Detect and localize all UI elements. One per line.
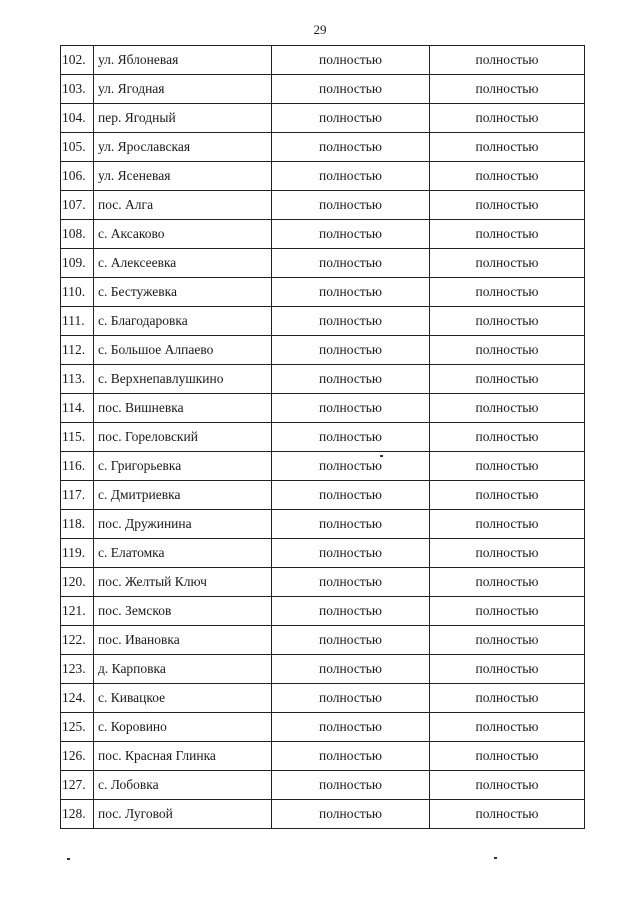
row-number: 125.	[61, 713, 94, 742]
coverage-status-a: полностью	[272, 568, 430, 597]
coverage-status-b: полностью	[430, 220, 585, 249]
coverage-status-b: полностью	[430, 742, 585, 771]
settlement-name: пос. Луговой	[94, 800, 272, 829]
coverage-status-a: полностью	[272, 510, 430, 539]
table-row	[61, 75, 585, 104]
table-row	[61, 539, 585, 568]
row-number: 122.	[61, 626, 94, 655]
row-number: 115.	[61, 423, 94, 452]
settlement-name: пос. Дружинина	[94, 510, 272, 539]
table-row	[61, 278, 585, 307]
coverage-status-b: полностью	[430, 394, 585, 423]
settlement-name: пос. Алга	[94, 191, 272, 220]
coverage-status-a: полностью	[272, 742, 430, 771]
table-row	[61, 249, 585, 278]
coverage-status-b: полностью	[430, 684, 585, 713]
coverage-status-b: полностью	[430, 568, 585, 597]
coverage-status-a: полностью	[272, 249, 430, 278]
row-number: 120.	[61, 568, 94, 597]
scan-speck	[67, 858, 70, 860]
table-row	[61, 713, 585, 742]
coverage-status-a: полностью	[272, 220, 430, 249]
coverage-status-b: полностью	[430, 46, 585, 75]
coverage-status-a: полностью	[272, 133, 430, 162]
coverage-status-a: полностью	[272, 365, 430, 394]
settlement-name: ул. Ярославская	[94, 133, 272, 162]
row-number: 118.	[61, 510, 94, 539]
row-number: 127.	[61, 771, 94, 800]
scan-speck	[380, 455, 383, 457]
table-row	[61, 481, 585, 510]
settlement-name: пос. Земсков	[94, 597, 272, 626]
coverage-status-a: полностью	[272, 713, 430, 742]
coverage-status-a: полностью	[272, 191, 430, 220]
coverage-status-a: полностью	[272, 278, 430, 307]
coverage-status-a: полностью	[272, 394, 430, 423]
row-number: 116.	[61, 452, 94, 481]
row-number: 103.	[61, 75, 94, 104]
settlement-name: пос. Вишневка	[94, 394, 272, 423]
table-row	[61, 191, 585, 220]
settlement-name: с. Благодаровка	[94, 307, 272, 336]
settlement-name: д. Карповка	[94, 655, 272, 684]
row-number: 108.	[61, 220, 94, 249]
settlement-name: с. Коровино	[94, 713, 272, 742]
coverage-status-a: полностью	[272, 481, 430, 510]
coverage-status-b: полностью	[430, 452, 585, 481]
table-row	[61, 336, 585, 365]
row-number: 111.	[61, 307, 94, 336]
coverage-status-a: полностью	[272, 46, 430, 75]
row-number: 102.	[61, 46, 94, 75]
coverage-status-a: полностью	[272, 307, 430, 336]
coverage-status-b: полностью	[430, 597, 585, 626]
coverage-status-b: полностью	[430, 191, 585, 220]
coverage-status-b: полностью	[430, 713, 585, 742]
table-row	[61, 46, 585, 75]
row-number: 104.	[61, 104, 94, 133]
settlement-name: с. Бестужевка	[94, 278, 272, 307]
coverage-status-b: полностью	[430, 133, 585, 162]
coverage-status-b: полностью	[430, 481, 585, 510]
table-row	[61, 307, 585, 336]
coverage-status-a: полностью	[272, 539, 430, 568]
row-number: 121.	[61, 597, 94, 626]
coverage-status-a: полностью	[272, 684, 430, 713]
coverage-status-b: полностью	[430, 278, 585, 307]
table-row	[61, 104, 585, 133]
coverage-status-a: полностью	[272, 104, 430, 133]
table-row	[61, 597, 585, 626]
settlement-name: с. Григорьевка	[94, 452, 272, 481]
row-number: 119.	[61, 539, 94, 568]
settlement-name: пер. Ягодный	[94, 104, 272, 133]
coverage-status-b: полностью	[430, 800, 585, 829]
row-number: 109.	[61, 249, 94, 278]
table-row	[61, 162, 585, 191]
coverage-status-b: полностью	[430, 104, 585, 133]
coverage-status-a: полностью	[272, 452, 430, 481]
table-body	[61, 46, 585, 829]
row-number: 107.	[61, 191, 94, 220]
settlement-name: с. Верхнепавлушкино	[94, 365, 272, 394]
table-row	[61, 423, 585, 452]
table-row	[61, 771, 585, 800]
coverage-status-a: полностью	[272, 597, 430, 626]
table-row	[61, 800, 585, 829]
table-row	[61, 365, 585, 394]
coverage-status-a: полностью	[272, 162, 430, 191]
coverage-status-b: полностью	[430, 307, 585, 336]
coverage-status-b: полностью	[430, 423, 585, 452]
table-row	[61, 655, 585, 684]
settlement-name: ул. Ясеневая	[94, 162, 272, 191]
coverage-status-b: полностью	[430, 771, 585, 800]
coverage-status-b: полностью	[430, 365, 585, 394]
coverage-status-a: полностью	[272, 75, 430, 104]
table-row	[61, 626, 585, 655]
coverage-status-b: полностью	[430, 655, 585, 684]
row-number: 124.	[61, 684, 94, 713]
row-number: 110.	[61, 278, 94, 307]
settlement-name: с. Елатомка	[94, 539, 272, 568]
settlement-name: с. Лобовка	[94, 771, 272, 800]
table-row	[61, 220, 585, 249]
table-row	[61, 510, 585, 539]
settlement-name: пос. Красная Глинка	[94, 742, 272, 771]
settlement-name: пос. Гореловский	[94, 423, 272, 452]
row-number: 113.	[61, 365, 94, 394]
coverage-status-b: полностью	[430, 336, 585, 365]
coverage-status-a: полностью	[272, 336, 430, 365]
row-number: 117.	[61, 481, 94, 510]
settlements-table	[60, 45, 585, 829]
settlement-name: с. Алексеевка	[94, 249, 272, 278]
table-row	[61, 742, 585, 771]
settlement-name: с. Аксаково	[94, 220, 272, 249]
coverage-status-b: полностью	[430, 510, 585, 539]
row-number: 126.	[61, 742, 94, 771]
coverage-status-b: полностью	[430, 162, 585, 191]
row-number: 123.	[61, 655, 94, 684]
table-row	[61, 568, 585, 597]
row-number: 105.	[61, 133, 94, 162]
coverage-status-b: полностью	[430, 75, 585, 104]
settlement-name: пос. Желтый Ключ	[94, 568, 272, 597]
table-row	[61, 684, 585, 713]
table-row	[61, 394, 585, 423]
settlement-name: с. Большое Алпаево	[94, 336, 272, 365]
coverage-status-a: полностью	[272, 423, 430, 452]
settlement-name: ул. Яблоневая	[94, 46, 272, 75]
scan-speck	[494, 857, 497, 859]
settlement-name: с. Дмитриевка	[94, 481, 272, 510]
coverage-status-a: полностью	[272, 655, 430, 684]
coverage-status-a: полностью	[272, 800, 430, 829]
row-number: 128.	[61, 800, 94, 829]
settlement-name: с. Кивацкое	[94, 684, 272, 713]
coverage-status-b: полностью	[430, 249, 585, 278]
coverage-status-a: полностью	[272, 771, 430, 800]
page-number: 29	[313, 22, 327, 37]
coverage-status-b: полностью	[430, 626, 585, 655]
table-row	[61, 452, 585, 481]
row-number: 112.	[61, 336, 94, 365]
table-row	[61, 133, 585, 162]
settlement-name: пос. Ивановка	[94, 626, 272, 655]
row-number: 106.	[61, 162, 94, 191]
settlement-name: ул. Ягодная	[94, 75, 272, 104]
row-number: 114.	[61, 394, 94, 423]
coverage-status-b: полностью	[430, 539, 585, 568]
coverage-status-a: полностью	[272, 626, 430, 655]
